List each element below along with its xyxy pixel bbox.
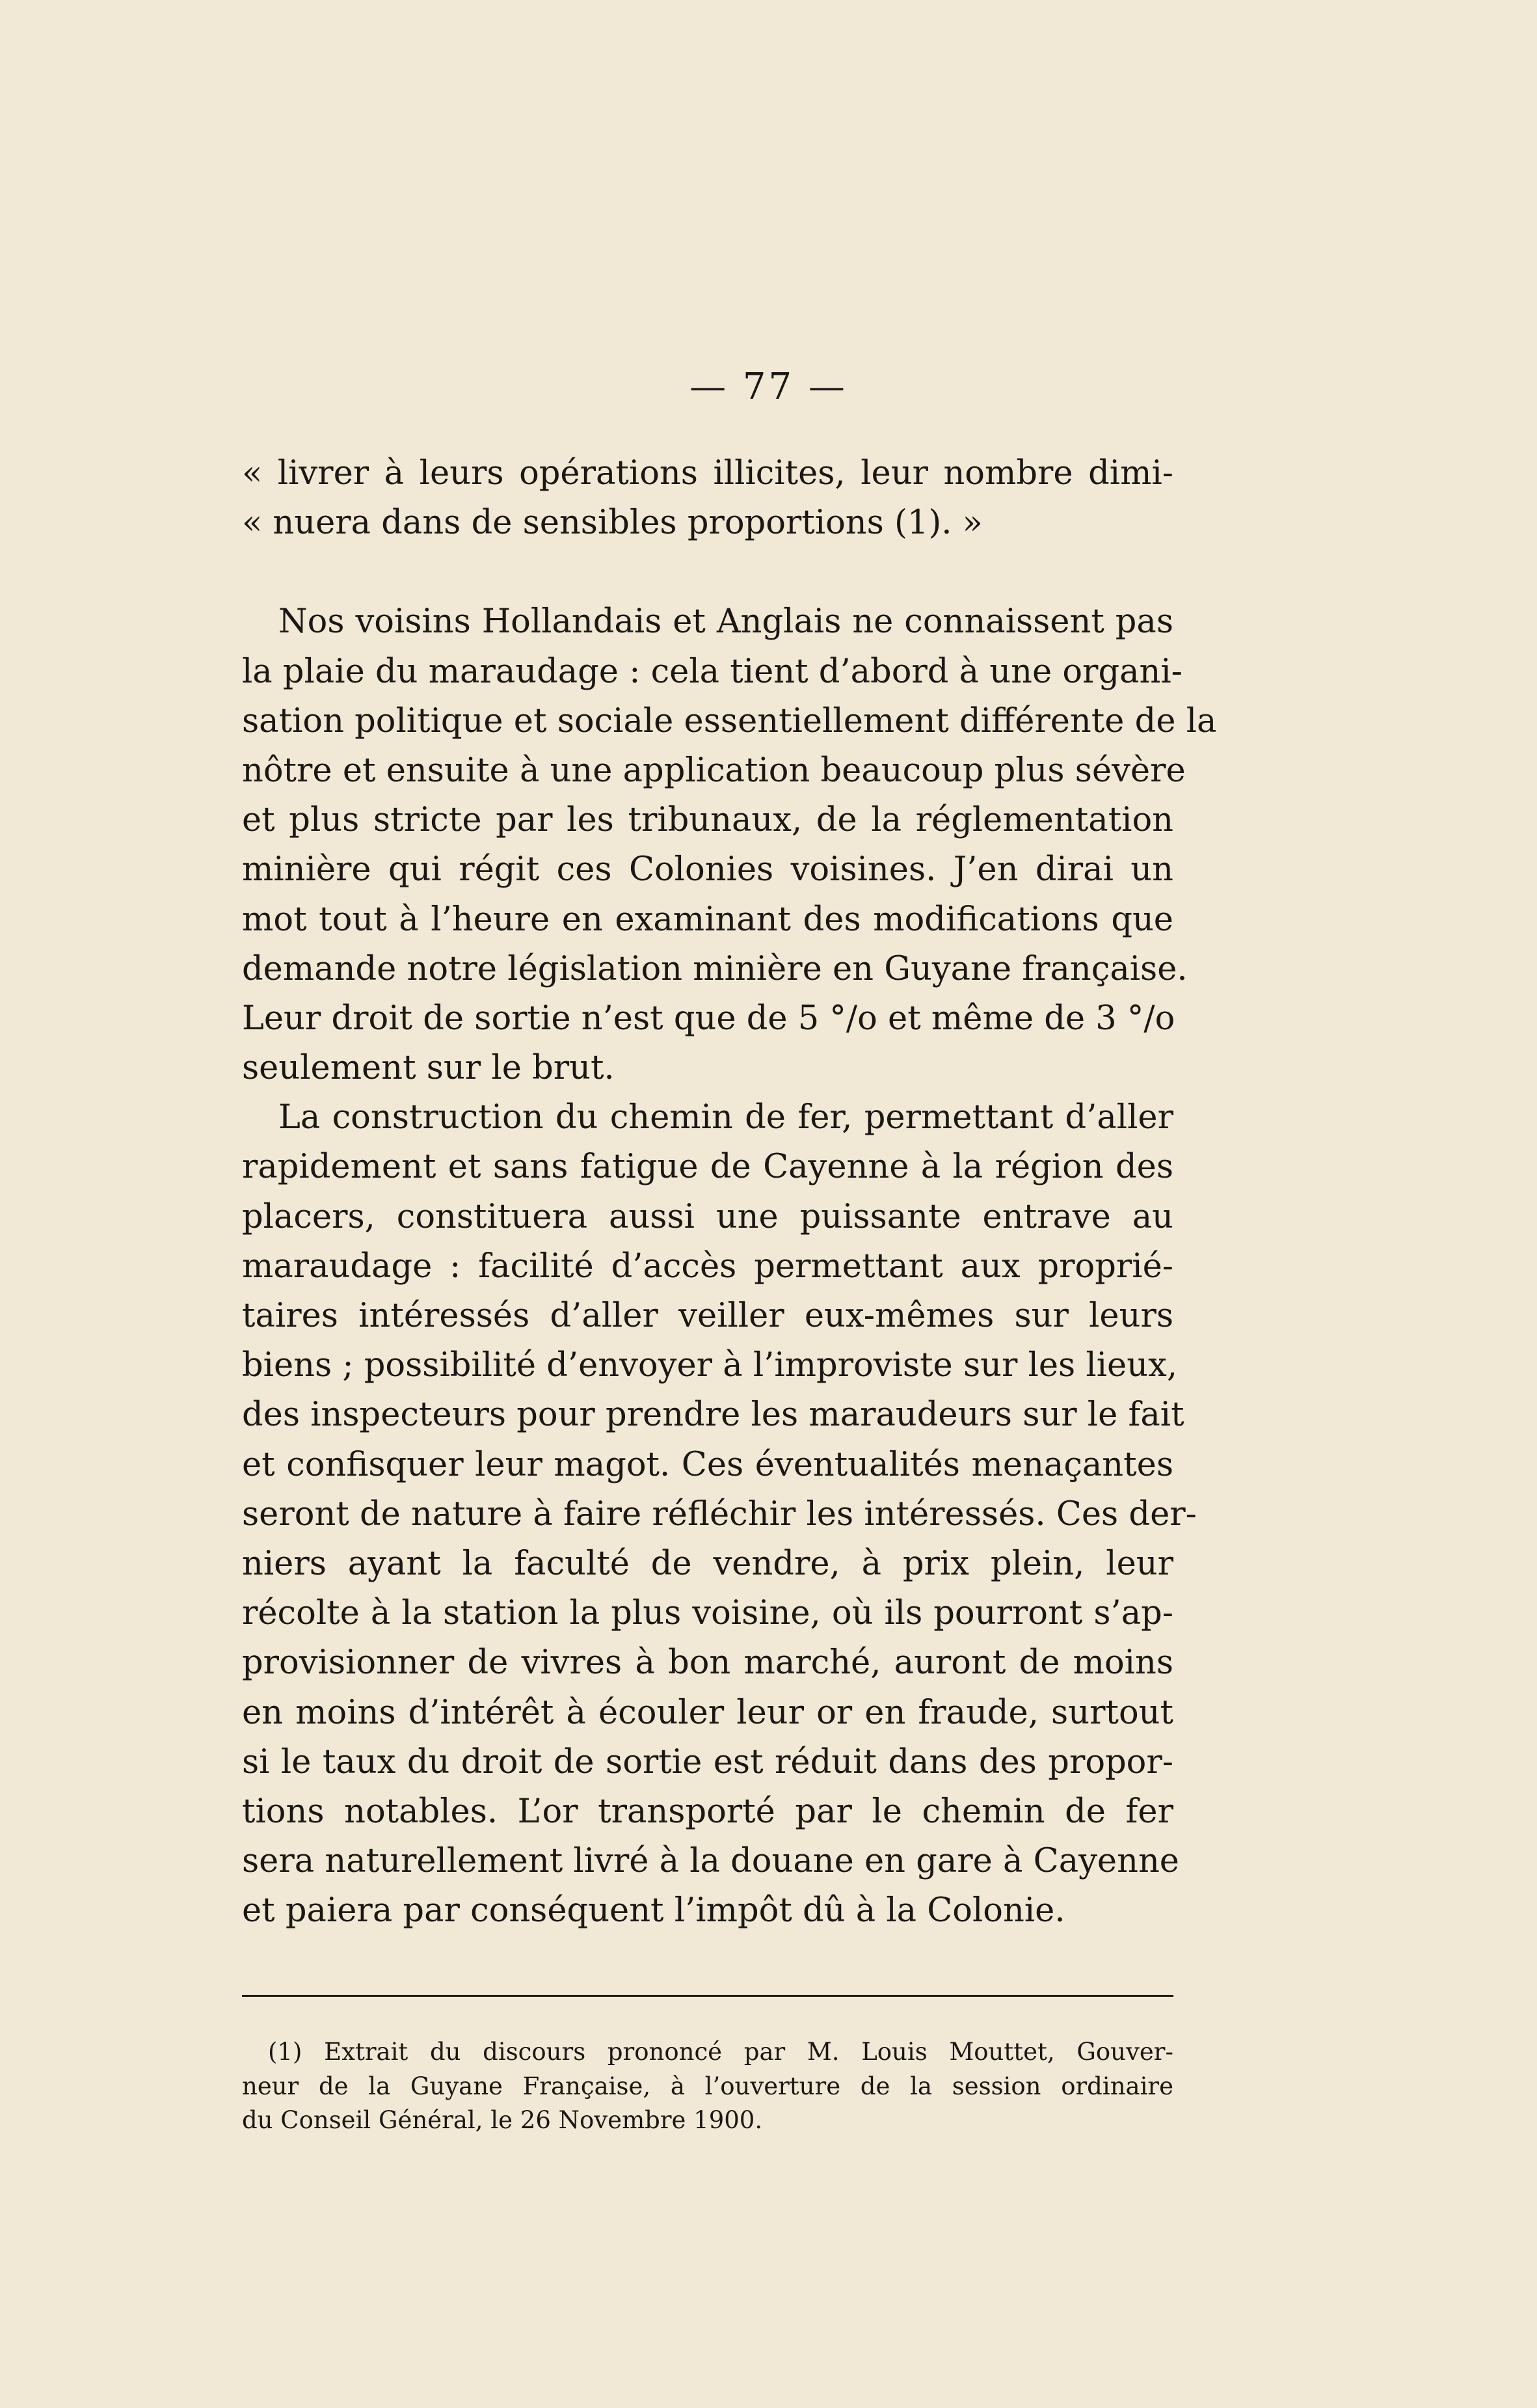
footnote-line: (1) Extrait du discours prononcé par M. Louis Mouttet, Gouver- (268, 2038, 1173, 2066)
text-line: Leur droit de sortie n’est que de 5 °/o et même de 3 °/o (242, 999, 1175, 1038)
paragraph-2 (242, 1093, 1197, 1936)
text-line: et confisquer leur magot. Ces éventualités menaçantes (242, 1445, 1173, 1484)
text-line: sation politique et sociale essentiellement différente de la (242, 701, 1217, 740)
text-line: sera naturellement livré à la douane en gare à Cayenne (242, 1842, 1179, 1881)
text-line: seront de nature à faire réfléchir les intéressés. Ces der- (242, 1495, 1197, 1534)
text-line: biens ; possibilité d’envoyer à l’improviste sur les lieux, (242, 1346, 1178, 1385)
text-line: « livrer à leurs opérations illicites, leur nombre dimi- (242, 454, 1173, 493)
text-line: Nos voisins Hollandais et Anglais ne connaissent pas (278, 602, 1173, 642)
paragraph-1 (242, 597, 1217, 1093)
text-line: des inspecteurs pour prendre les maraudeurs sur le fait (242, 1396, 1184, 1435)
text-line: nôtre et ensuite à une application beaucoup plus sévère (242, 751, 1186, 790)
text-line: « nuera dans de sensibles proportions (1). » (242, 504, 983, 543)
text-line: en moins d’intérêt à écouler leur or en fraude, surtout (242, 1693, 1173, 1732)
text-line: récolte à la station la plus voisine, où ils pourront s’ap- (242, 1594, 1173, 1633)
quote-continuation (242, 449, 1173, 548)
text-line: demande notre législation minière en Guyane française. (242, 949, 1188, 988)
text-line: La construction du chemin de fer, permettant d’aller (278, 1098, 1173, 1137)
text-line: si le taux du droit de sortie est réduit dans des propor- (242, 1742, 1173, 1781)
text-line: la plaie du maraudage : cela tient d’abord à une organi- (242, 652, 1183, 691)
body-text (242, 449, 1217, 1936)
text-line: et paiera par conséquent l’impôt dû à la Colonie. (242, 1891, 1065, 1930)
paragraph-gap (242, 548, 1173, 597)
text-line: maraudage : facilité d’accès permettant aux proprié- (242, 1247, 1173, 1286)
text-line: niers ayant la faculté de vendre, à prix plein, leur (242, 1544, 1173, 1583)
footnote (242, 2035, 1173, 2138)
footnote-line: du Conseil Général, le 26 Novembre 1900. (242, 2106, 763, 2134)
text-line: rapidement et sans fatigue de Cayenne à la région des (242, 1148, 1173, 1187)
text-line: et plus stricte par les tribunaux, de la réglementation (242, 801, 1173, 840)
page-number: — 77 — (689, 366, 848, 408)
footnote-rule (242, 1995, 1173, 1997)
text-line: placers, constituera aussi une puissante entrave au (242, 1197, 1173, 1236)
text-line: provisionner de vivres à bon marché, auront de moins (242, 1644, 1173, 1683)
text-line: minière qui régit ces Colonies voisines. J’en dirai un (242, 850, 1173, 889)
footnote-line: neur de la Guyane Française, à l’ouverture de la session ordinaire (242, 2072, 1173, 2100)
text-line: taires intéressés d’aller veiller eux-mêmes sur leurs (242, 1297, 1173, 1335)
text-line: mot tout à l’heure en examinant des modifications que (242, 900, 1173, 939)
text-line: tions notables. L’or transporté par le chemin de fer (242, 1792, 1173, 1831)
text-line: seulement sur le brut. (242, 1049, 615, 1088)
